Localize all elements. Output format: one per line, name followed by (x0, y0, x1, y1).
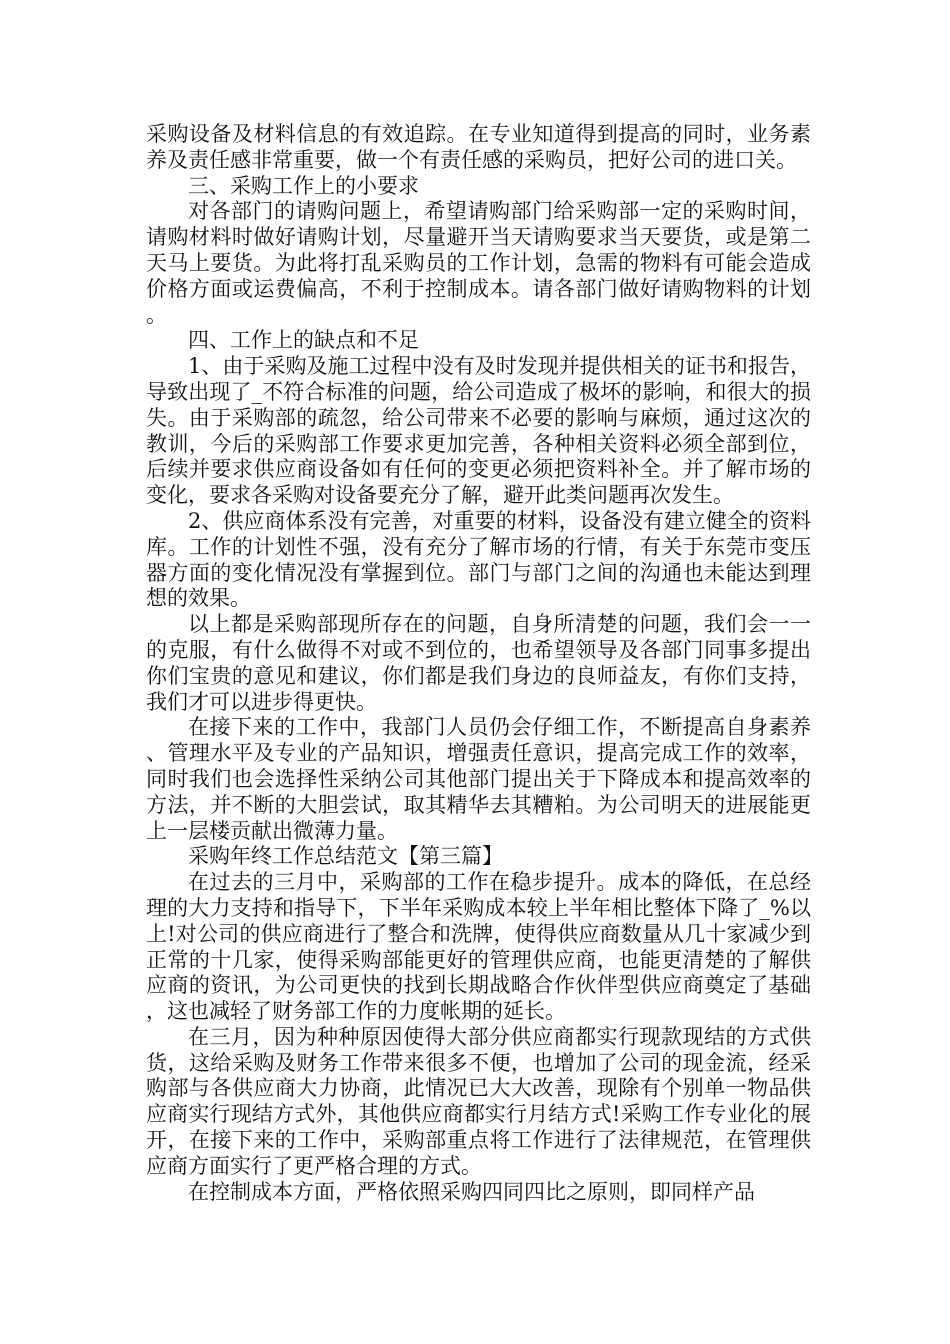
paragraph: 2、供应商体系没有完善，对重要的材料，设备没有建立健全的资料库。工作的计划性不强，没有充分了解市场的行情，有关于东莞市变压器方面的变化情况没有掌握到位。部门与部门之间的沟通也未能达到理想的效果。 (146, 508, 811, 611)
paragraph: 对各部门的请购问题上，希望请购部门给采购部一定的采购时间，请购材料时做好请购计划，尽量避开当天请购要求当天要货，或是第二天马上要货。为此将打乱采购员的工作计划，急需的物料有可能会造成价格方面或运费偏高，不利于控制成本。请各部门做好请购物料的计划。 (146, 199, 811, 327)
section-heading: 四、工作上的缺点和不足 (188, 328, 419, 353)
paragraph: 采购设备及材料信息的有效追踪。在专业知道得到提高的同时，业务素养及责任感非常重要，做一个有责任感的采购员，把好公司的进口关。 (146, 122, 811, 172)
paragraph: 在控制成本方面，严格依照采购四同四比之原则，即同样产品 (188, 1179, 755, 1204)
section-heading: 三、采购工作上的小要求 (188, 173, 419, 198)
paragraph: 1、由于采购及施工过程中没有及时发现并提供相关的证书和报告，导致出现了_不符合标准的问题，给公司造成了极坏的影响，和很大的损失。由于采购部的疏忽，给公司带来不必要的影响与麻烦，通过这次的教训，今后的采购部工作要求更加完善，各种相关资料必须全部到位，后续并要求供应商设备如有任何的变更必须把资料补全。并了解市场的变化，要求各采购对设备要充分了解，避开此类问题再次发生。 (146, 354, 811, 508)
paragraph: 以上都是采购部现所存在的问题，自身所清楚的问题，我们会一一的克服，有什么做得不对或不到位的，也希望领导及各部门同事多提出你们宝贵的意见和建议，你们都是我们身边的良师益友，有你们支持，我们才可以进步得更快。 (146, 612, 811, 714)
paragraph: 在接下来的工作中，我部门人员仍会仔细工作，不断提高自身素养、管理水平及专业的产品知识，增强责任意识，提高完成工作的效率，同时我们也会选择性采纳公司其他部门提出关于下降成本和提高效率的方法，并不断的大胆尝试，取其精华去其糟粕。为公司明天的进展能更上一层楼贡献出微薄力量。 (146, 715, 811, 843)
article-title: 采购年终工作总结范文【第三篇】 (188, 844, 503, 869)
paragraph: 在三月，因为种种原因使得大部分供应商都实行现款现结的方式供货，这给采购及财务工作带来很多不便，也增加了公司的现金流，经采购部与各供应商大力协商，此情况已大大改善，现除有个别单一物品供应商实行现结方式外，其他供应商都实行月结方式!采购工作专业化的展开，在接下来的工作中，采购部重点将工作进行了法律规范，在管理供应商方面实行了更严格合理的方式。 (146, 1024, 811, 1178)
document-page (146, 122, 811, 1205)
paragraph: 在过去的三月中，采购部的工作在稳步提升。成本的降低，在总经理的大力支持和指导下，下半年采购成本较上半年相比整体下降了_%以上!对公司的供应商进行了整合和洗牌，使得供应商数量从几十家减少到正常的十几家，使得采购部能更好的管理供应商，也能更清楚的了解供应商的资讯，为公司更快的找到长期战略合作伙伴型供应商奠定了基础，这也减轻了财务部工作的力度帐期的延长。 (146, 870, 811, 1024)
